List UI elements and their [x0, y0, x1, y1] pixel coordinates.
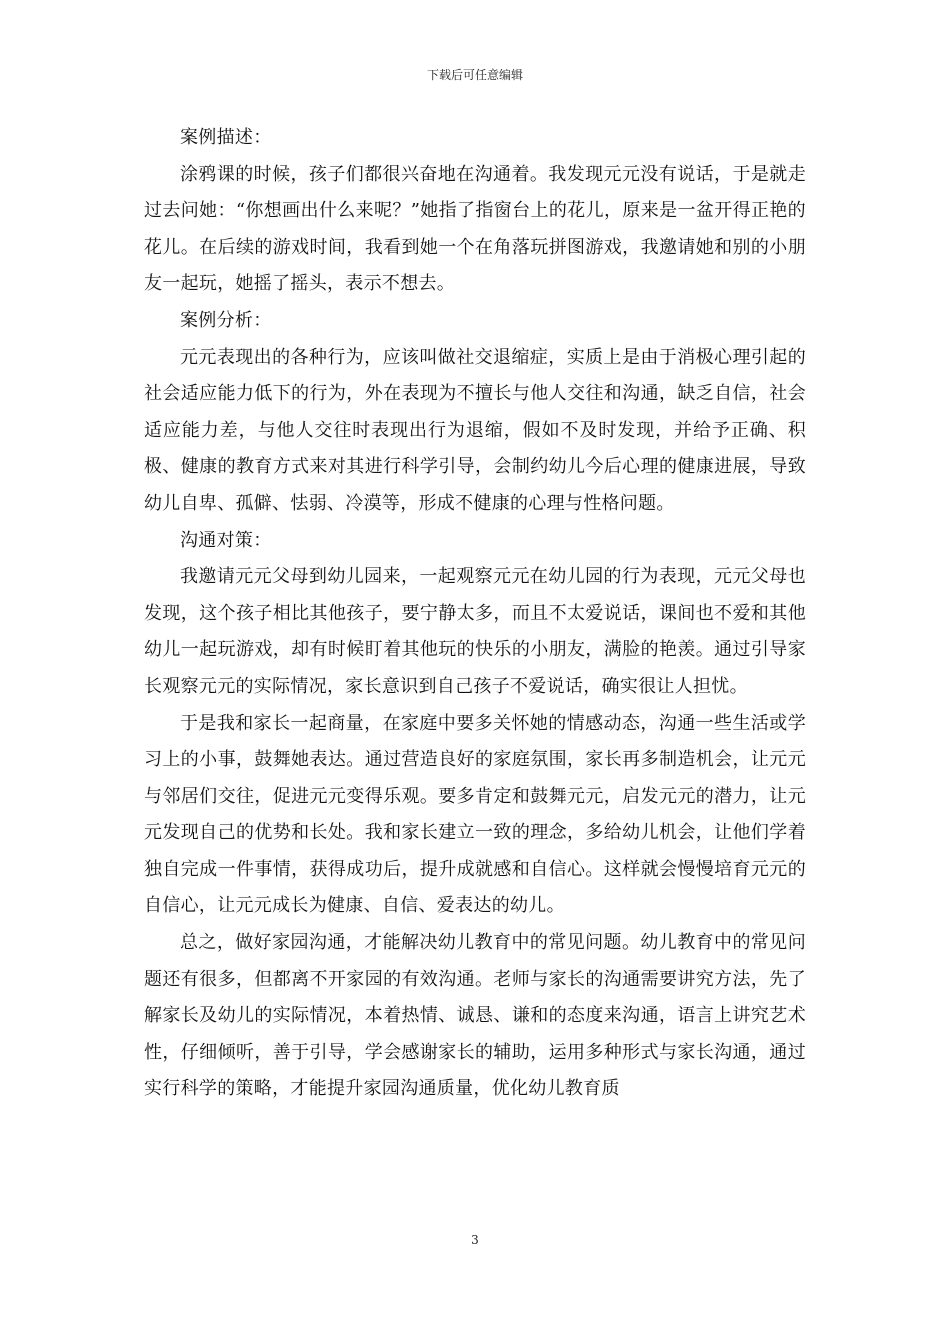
page-number: 3 — [471, 1233, 479, 1247]
page-header: 下载后可任意编辑 — [426, 68, 523, 82]
section-heading-communication-strategy: 沟通对策： — [180, 529, 272, 551]
paragraph-conclusion: 总之，做好家园沟通，才能解决幼儿教育中的常见问题。幼儿教育中的常见问题还有很多，但都离不开家园的有效沟通。老师与家长的沟通需要讲究方法，先了解家长及幼儿的实际情况，本着热情、诚恳、谦和的态度来沟通，语言上讲究艺术性，仔细倾听，善于引导，学会感谢家长的辅助，运用多种形式与家长沟通，通过实行科学的策略，才能提升家园沟通质量，优化幼儿教育质 — [144, 932, 806, 1100]
paragraph-strategy-2: 于是我和家长一起商量，在家庭中要多关怀她的情感动态，沟通一些生活或学习上的小事，鼓舞她表达。通过营造良好的家庭氛围，家长再多制造机会，让元元与邻居们交往，促进元元变得乐观。要多肯定和鼓舞元元，启发元元的潜力，让元元发现自己的优势和长处。我和家长建立一致的理念，多给幼儿机会，让他们学着独自完成一件事情，获得成功后，提升成就感和自信心。这样就会慢慢培育元元的自信心，让元元成长为健康、自信、爱表达的幼儿。 — [144, 712, 806, 917]
paragraph-case-description: 涂鸦课的时候，孩子们都很兴奋地在沟通着。我发现元元没有说话，于是就走过去问她：“你想画出什么来呢？”她指了指窗台上的花儿，原来是一盆开得正艳的花儿。在后续的游戏时间，我看到她一个在角落玩拼图游戏，我邀请她和别的小朋友一起玩，她摇了摇头，表示不想去。 — [144, 163, 806, 295]
section-heading-case-analysis: 案例分析： — [180, 309, 272, 331]
section-heading-case-description: 案例描述： — [180, 127, 272, 148]
paragraph-strategy-1: 我邀请元元父母到幼儿园来，一起观察元元在幼儿园的行为表现，元元父母也发现，这个孩子相比其他孩子，要宁静太多，而且不太爱说话，课间也不爱和其他幼儿一起玩游戏，却有时候盯着其他玩的快乐的小朋友，满脸的艳羡。通过引导家长观察元元的实际情况，家长意识到自己孩子不爱说话，确实很让人担忧。 — [144, 566, 806, 697]
paragraph-case-analysis: 元元表现出的各种行为，应该叫做社交退缩症，实质上是由于消极心理引起的社会适应能力低下的行为，外在表现为不擅长与他人交往和沟通，缺乏自信，社会适应能力差，与他人交往时表现出行为退缩，假如不及时发现，并给予正确、积极、健康的教育方式来对其进行科学引导，会制约幼儿今后心理的健康进展，导致幼儿自卑、孤僻、怯弱、冷漠等，形成不健康的心理与性格问题。 — [144, 346, 806, 514]
document-body — [144, 120, 806, 1108]
